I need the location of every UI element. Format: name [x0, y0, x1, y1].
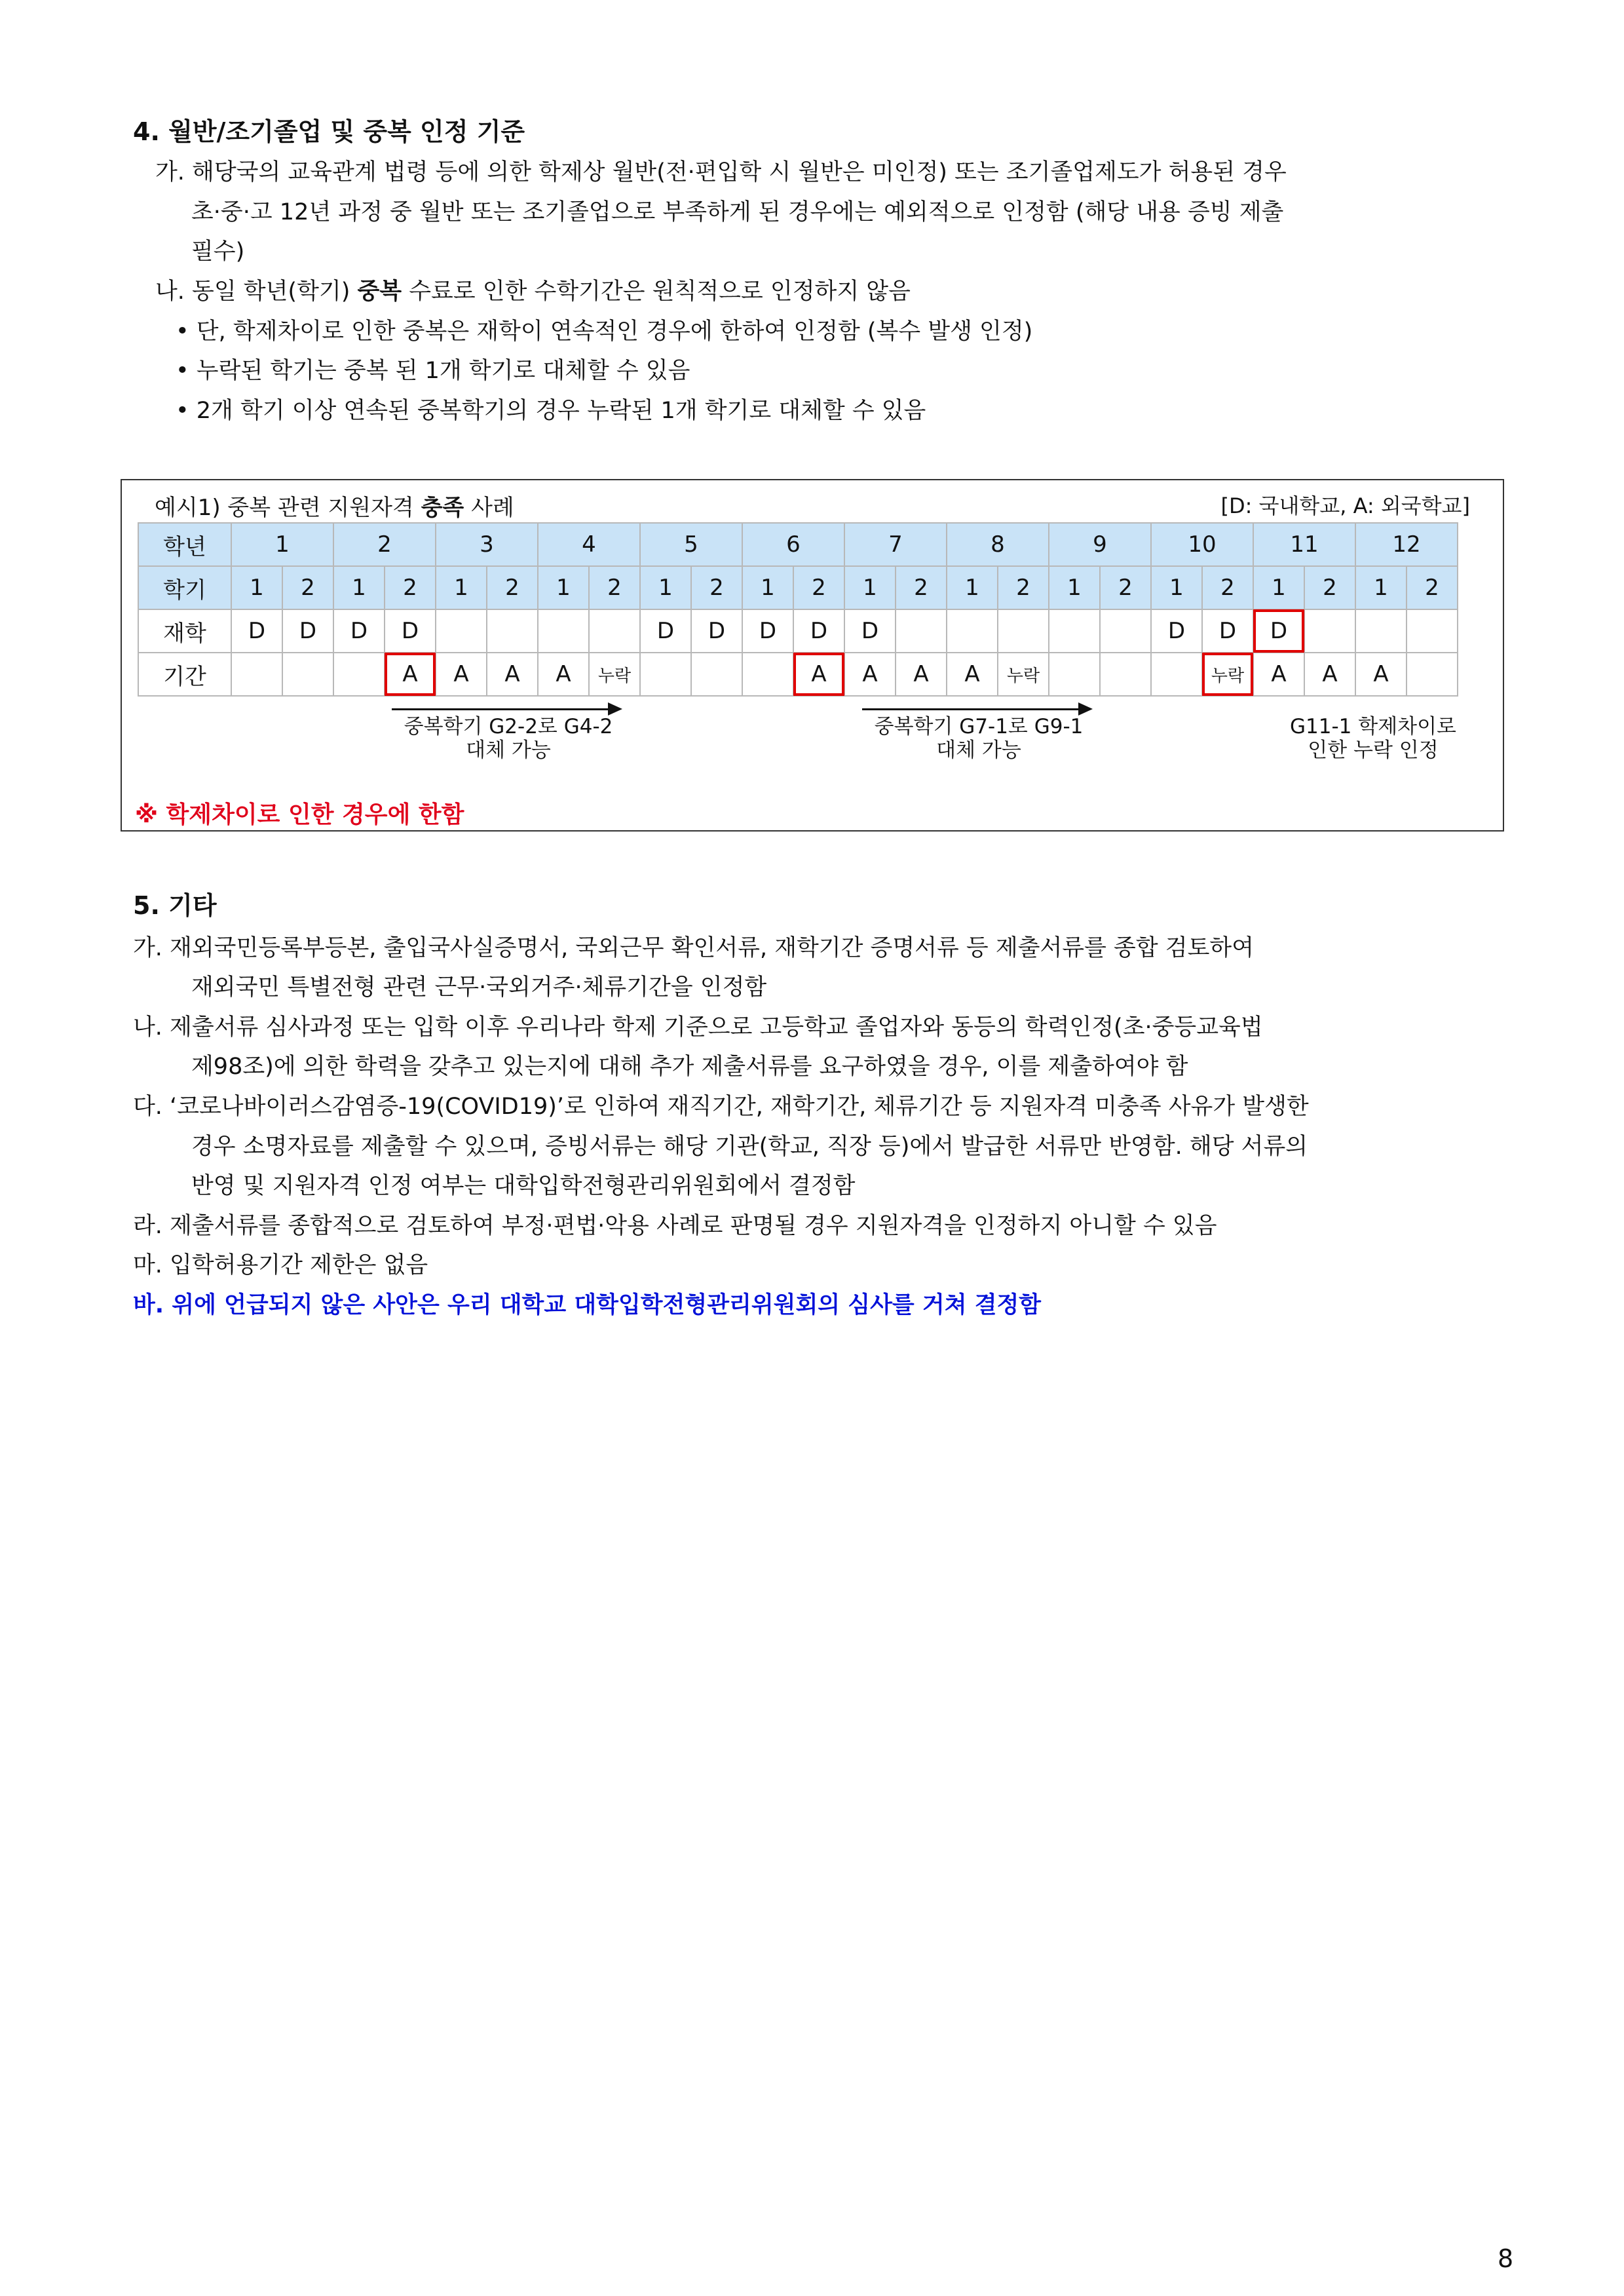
foreign-cell	[1100, 653, 1151, 696]
foreign-cell	[1407, 653, 1458, 696]
domestic-cell	[487, 609, 538, 653]
section4-item-ga-line1: 가. 해당국의 교육관계 법령 등에 의한 학제상 월반(전·편입학 시 월반은 미인정) 또는 조기졸업제도가 허용된 경우	[155, 159, 1287, 185]
domestic-cell	[589, 609, 640, 653]
semester-cell: 2	[1304, 566, 1355, 609]
example-box	[121, 479, 1504, 832]
foreign-row	[138, 653, 1458, 696]
semester-cell: 2	[1202, 566, 1253, 609]
semester-cell: 2	[385, 566, 436, 609]
semester-cell: 1	[333, 566, 385, 609]
foreign-cell: A	[947, 653, 998, 696]
foreign-cell: A	[793, 653, 844, 696]
note-g11-missing: G11-1 학제차이로 인한 누락 인정	[1290, 715, 1456, 762]
section4-bullet-2: • 누락된 학기는 중복 된 1개 학기로 대체할 수 있음	[176, 358, 690, 384]
section5-item-ma: 마. 입학허용기간 제한은 없음	[133, 1252, 428, 1278]
semester-cell: 1	[231, 566, 282, 609]
domestic-cell: D	[333, 609, 385, 653]
grade-cell: 9	[1049, 523, 1151, 566]
note-g2-to-g4: 중복학기 G2-2로 G4-2 대체 가능	[404, 715, 613, 762]
grade-cell: 2	[333, 523, 436, 566]
semester-cell: 2	[896, 566, 947, 609]
foreign-cell: A	[1355, 653, 1407, 696]
domestic-cell	[896, 609, 947, 653]
section5-item-da-line2: 경우 소명자료를 제출할 수 있으며, 증빙서류는 해당 기관(학교, 직장 등)에서 발급한 서류만 반영함. 해당 서류의	[191, 1134, 1308, 1160]
enrollment-table	[138, 522, 1458, 697]
domestic-cell: D	[1202, 609, 1253, 653]
label-enroll-1: 재학	[138, 609, 231, 653]
grade-cell: 7	[844, 523, 947, 566]
domestic-cell	[436, 609, 487, 653]
section5-item-ba: 바. 위에 언급되지 않은 사안은 우리 대학교 대학입학전형관리위원회의 심사를 거쳐 결정함	[133, 1292, 1042, 1318]
grade-cell: 5	[640, 523, 742, 566]
semester-cell: 1	[538, 566, 589, 609]
domestic-cell	[538, 609, 589, 653]
domestic-cell: D	[282, 609, 333, 653]
section4-item-na: 나. 동일 학년(학기) 중복 수료로 인한 수학기간은 원칙적으로 인정하지 않음	[155, 278, 911, 305]
domestic-cell: D	[385, 609, 436, 653]
semester-cell: 2	[589, 566, 640, 609]
foreign-cell	[282, 653, 333, 696]
arrow-right-icon	[392, 708, 620, 710]
semester-cell: 1	[1049, 566, 1100, 609]
domestic-cell: D	[231, 609, 282, 653]
domestic-cell: D	[844, 609, 896, 653]
domestic-cell	[1049, 609, 1100, 653]
semester-row	[138, 566, 1458, 609]
domestic-cell	[1355, 609, 1407, 653]
semester-cell: 2	[998, 566, 1049, 609]
grade-cell: 10	[1151, 523, 1253, 566]
foreign-cell	[640, 653, 691, 696]
domestic-cell: D	[793, 609, 844, 653]
section4-item-ga-line2: 초·중·고 12년 과정 중 월반 또는 조기졸업으로 부족하게 된 경우에는 예외적으로 인정함 (해당 내용 증빙 제출	[191, 199, 1284, 225]
foreign-cell: A	[1253, 653, 1304, 696]
foreign-cell: A	[1304, 653, 1355, 696]
semester-cell: 1	[742, 566, 793, 609]
grade-cell: 12	[1355, 523, 1458, 566]
section5-item-da-line1: 다. ‘코로나바이러스감염증-19(COVID19)’로 인하여 재직기간, 재학기간, 체류기간 등 지원자격 미충족 사유가 발생한	[133, 1094, 1309, 1120]
foreign-cell	[742, 653, 793, 696]
foreign-cell: A	[436, 653, 487, 696]
foreign-cell	[231, 653, 282, 696]
section4-bullet-1: • 단, 학제차이로 인한 중복은 재학이 연속적인 경우에 한하여 인정함 (복수 발생 인정)	[176, 318, 1033, 345]
foreign-cell: 누락	[589, 653, 640, 696]
domestic-cell	[998, 609, 1049, 653]
foreign-cell	[1151, 653, 1202, 696]
foreign-cell	[333, 653, 385, 696]
semester-cell: 1	[947, 566, 998, 609]
grade-cell: 11	[1253, 523, 1355, 566]
label-enroll-2: 기간	[138, 653, 231, 696]
arrow-right-icon	[862, 708, 1090, 710]
semester-cell: 2	[487, 566, 538, 609]
emphasis-duplicate: 중복	[357, 278, 402, 305]
example-title: 예시1) 중복 관련 지원자격 충족 사례	[155, 495, 514, 521]
section5-item-ga-line1: 가. 재외국민등록부등본, 출입국사실증명서, 국외근무 확인서류, 재학기간 증명서류 등 제출서류를 종합 검토하여	[133, 935, 1255, 961]
semester-cell: 2	[691, 566, 742, 609]
section4-item-ga-line3: 필수)	[191, 239, 245, 265]
foreign-cell: A	[844, 653, 896, 696]
foreign-cell: A	[385, 653, 436, 696]
section5-item-na-line1: 나. 제출서류 심사과정 또는 입학 이후 우리나라 학제 기준으로 고등학교 졸업자와 동등의 학력인정(초·중등교육법	[133, 1014, 1263, 1041]
domestic-cell: D	[1151, 609, 1202, 653]
section4-title: 4. 월반/조기졸업 및 중복 인정 기준	[133, 117, 525, 146]
semester-cell: 2	[1407, 566, 1458, 609]
foreign-cell	[691, 653, 742, 696]
semester-cell: 2	[1100, 566, 1151, 609]
semester-cell: 1	[640, 566, 691, 609]
foreign-cell: A	[896, 653, 947, 696]
domestic-cell: D	[1253, 609, 1304, 653]
grade-cell: 8	[947, 523, 1049, 566]
example-legend: [D: 국내학교, A: 외국학교]	[1220, 493, 1470, 518]
foreign-cell	[1049, 653, 1100, 696]
foreign-cell: A	[538, 653, 589, 696]
semester-cell: 1	[1355, 566, 1407, 609]
domestic-cell: D	[640, 609, 691, 653]
grade-row	[138, 523, 1458, 566]
section5-item-da-line3: 반영 및 지원자격 인정 여부는 대학입학전형관리위원회에서 결정함	[191, 1173, 856, 1199]
example-footnote: ※ 학제차이로 인한 경우에 한함	[135, 801, 464, 828]
section5-item-ra: 라. 제출서류를 종합적으로 검토하여 부정·편법·악용 사례로 판명될 경우 지원자격을 인정하지 아니할 수 있음	[133, 1213, 1217, 1239]
semester-cell: 1	[844, 566, 896, 609]
grade-cell: 1	[231, 523, 333, 566]
semester-cell: 1	[1253, 566, 1304, 609]
semester-cell: 2	[282, 566, 333, 609]
domestic-cell	[1304, 609, 1355, 653]
domestic-cell: D	[742, 609, 793, 653]
section4-bullet-3: • 2개 학기 이상 연속된 중복학기의 경우 누락된 1개 학기로 대체할 수 있음	[176, 398, 926, 424]
semester-cell: 1	[1151, 566, 1202, 609]
section5-item-ga-line2: 재외국민 특별전형 관련 근무·국외거주·체류기간을 인정함	[191, 974, 767, 1001]
section5-title: 5. 기타	[133, 891, 217, 920]
grade-cell: 6	[742, 523, 844, 566]
foreign-cell: 누락	[998, 653, 1049, 696]
foreign-cell: 누락	[1202, 653, 1253, 696]
semester-cell: 1	[436, 566, 487, 609]
domestic-cell	[1100, 609, 1151, 653]
domestic-cell: D	[691, 609, 742, 653]
domestic-cell	[947, 609, 998, 653]
domestic-row	[138, 609, 1458, 653]
label-semester: 학기	[138, 566, 231, 609]
semester-cell: 2	[793, 566, 844, 609]
section5-item-na-line2: 제98조)에 의한 학력을 갖추고 있는지에 대해 추가 제출서류를 요구하였을 경우, 이를 제출하여야 함	[191, 1054, 1188, 1080]
page-number: 8	[1498, 2244, 1514, 2273]
grade-cell: 3	[436, 523, 538, 566]
foreign-cell: A	[487, 653, 538, 696]
domestic-cell	[1407, 609, 1458, 653]
label-grade: 학년	[138, 523, 231, 566]
grade-cell: 4	[538, 523, 640, 566]
note-g7-to-g9: 중복학기 G7-1로 G9-1 대체 가능	[874, 715, 1084, 762]
